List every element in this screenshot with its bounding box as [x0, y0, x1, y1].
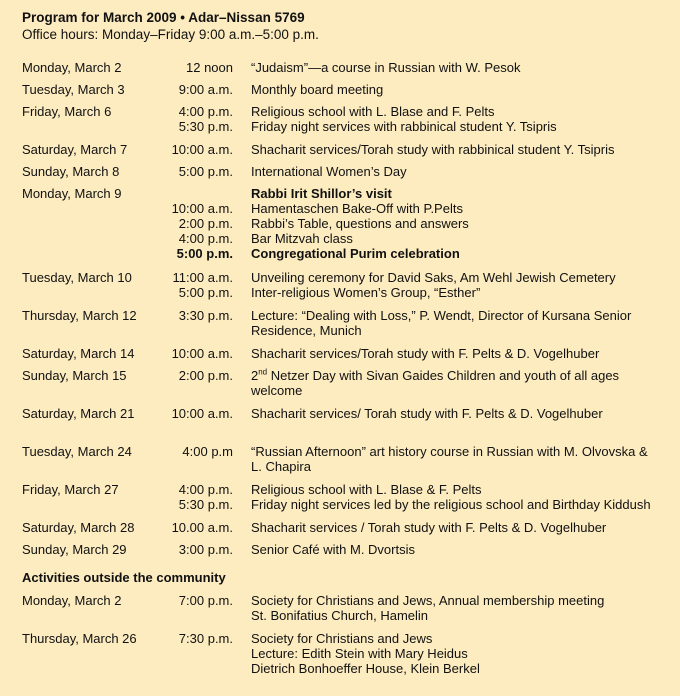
event-description: Religious school with L. Blase & F. Pelts [251, 482, 482, 497]
event-line [0, 186, 680, 201]
event-row [0, 593, 680, 623]
event-row [0, 631, 680, 676]
event-line [0, 346, 680, 361]
event-description: welcome [251, 383, 303, 398]
event-row [0, 142, 680, 157]
event-row [0, 186, 680, 261]
event-description: Friday night services with rabbinical student Y. Tsipris [251, 119, 557, 134]
event-description: Unveiling ceremony for David Saks, Am Wehl Jewish Cemetery [251, 270, 616, 285]
event-time: 5:30 p.m. [178, 119, 233, 134]
event-description: Shacharit services/ Torah study with F. Pelts & D. Vogelhuber [251, 406, 603, 421]
event-line [0, 661, 680, 676]
event-time: 10:00 a.m. [171, 346, 233, 361]
event-description: “Judaism”—a course in Russian with W. Pesok [251, 60, 521, 75]
event-row [0, 482, 680, 512]
event-line [0, 646, 680, 661]
event-time: 5:00 p.m. [178, 164, 233, 179]
event-time: 5:30 p.m. [178, 497, 233, 512]
event-line [0, 482, 680, 497]
event-row [0, 346, 680, 361]
event-time: 3:30 p.m. [178, 308, 233, 323]
event-time: 10.00 a.m. [171, 520, 233, 535]
event-day: Monday, March 2 [22, 593, 122, 608]
event-time: 7:30 p.m. [178, 631, 233, 646]
event-description: Senior Café with M. Dvortsis [251, 542, 415, 557]
event-time: 4:00 p.m [182, 444, 233, 459]
event-line [0, 82, 680, 97]
event-line [0, 542, 680, 557]
event-time: 4:00 p.m. [178, 104, 233, 119]
event-line [0, 246, 680, 261]
event-row [0, 406, 680, 421]
event-line [0, 608, 680, 623]
event-description: Society for Christians and Jews [251, 631, 433, 646]
event-day: Tuesday, March 3 [22, 82, 125, 97]
event-description: Shacharit services/Torah study with rabbinical student Y. Tsipris [251, 142, 615, 157]
event-row [0, 60, 680, 75]
event-time: 3:00 p.m. [178, 542, 233, 557]
ordinal-number: 2 [251, 368, 259, 383]
event-day: Saturday, March 28 [22, 520, 135, 535]
office-hours: Office hours: Monday–Friday 9:00 a.m.–5:00 p.m. [22, 27, 319, 42]
event-time: 10:00 a.m. [171, 142, 233, 157]
event-description: Congregational Purim celebration [251, 246, 460, 261]
event-line [0, 270, 680, 285]
event-row [0, 444, 680, 474]
event-line [0, 459, 680, 474]
event-row [0, 520, 680, 535]
event-description: Friday night services led by the religious school and Birthday Kiddush [251, 497, 651, 512]
event-description: Shacharit services/Torah study with F. Pelts & D. Vogelhuber [251, 346, 600, 361]
event-line [0, 497, 680, 512]
event-day: Monday, March 9 [22, 186, 122, 201]
event-line [0, 308, 680, 323]
event-description: L. Chapira [251, 459, 311, 474]
event-row [0, 368, 680, 398]
event-day: Thursday, March 26 [22, 631, 137, 646]
event-line [0, 164, 680, 179]
event-time: 5:00 p.m. [176, 246, 233, 261]
event-time: 9:00 a.m. [178, 82, 233, 97]
event-day: Sunday, March 15 [22, 368, 127, 383]
event-description: Hamentaschen Bake-Off with P.Pelts [251, 201, 463, 216]
event-description: Society for Christians and Jews, Annual membership meeting [251, 593, 605, 608]
event-time: 10:00 a.m. [171, 201, 233, 216]
event-description: Shacharit services / Torah study with F. Pelts & D. Vogelhuber [251, 520, 607, 535]
event-row [0, 308, 680, 338]
ordinal-suffix: nd [258, 367, 268, 377]
event-description: Bar Mitzvah class [251, 231, 353, 246]
event-day: Saturday, March 14 [22, 346, 135, 361]
outside-activities-heading: Activities outside the community [22, 570, 226, 585]
event-day: Saturday, March 21 [22, 406, 135, 421]
event-description: International Women’s Day [251, 164, 407, 179]
event-time: 10:00 a.m. [171, 406, 233, 421]
event-time: 2:00 p.m. [178, 216, 233, 231]
event-text: Netzer Day with Sivan Gaides Children and youth of all ages [267, 368, 620, 383]
event-line [0, 142, 680, 157]
event-time: 5:00 p.m. [178, 285, 233, 300]
event-row [0, 270, 680, 300]
event-description: Residence, Munich [251, 323, 362, 338]
event-line [0, 231, 680, 246]
event-line [0, 444, 680, 459]
event-time: 4:00 p.m. [178, 482, 233, 497]
event-day: Monday, March 2 [22, 60, 122, 75]
event-day: Tuesday, March 24 [22, 444, 132, 459]
event-time: 4:00 p.m. [178, 231, 233, 246]
event-description: Rabbi’s Table, questions and answers [251, 216, 469, 231]
event-description: Religious school with L. Blase and F. Pelts [251, 104, 495, 119]
event-description: Lecture: “Dealing with Loss,” P. Wendt, Director of Kursana Senior [251, 308, 632, 323]
event-time: 11:00 a.m. [172, 270, 233, 285]
event-line [0, 60, 680, 75]
event-line [0, 119, 680, 134]
event-time: 2:00 p.m. [178, 368, 233, 383]
event-day: Thursday, March 12 [22, 308, 137, 323]
event-line [0, 368, 680, 383]
event-description: Lecture: Edith Stein with Mary Heidus [251, 646, 468, 661]
event-time: 7:00 p.m. [178, 593, 233, 608]
event-line [0, 216, 680, 231]
event-day: Saturday, March 7 [22, 142, 128, 157]
event-day: Friday, March 6 [22, 104, 112, 119]
event-description: Inter-religious Women’s Group, “Esther” [251, 285, 481, 300]
event-description: St. Bonifatius Church, Hamelin [251, 608, 429, 623]
event-line [0, 631, 680, 646]
event-day: Friday, March 27 [22, 482, 119, 497]
event-row [0, 164, 680, 179]
event-day: Tuesday, March 10 [22, 270, 132, 285]
event-day: Sunday, March 29 [22, 542, 127, 557]
event-line [0, 285, 680, 300]
event-description: Dietrich Bonhoeffer House, Klein Berkel [251, 661, 480, 676]
event-description: Monthly board meeting [251, 82, 384, 97]
event-line [0, 520, 680, 535]
event-row [0, 542, 680, 557]
event-line [0, 383, 680, 398]
event-row [0, 82, 680, 97]
event-description [251, 368, 619, 383]
event-line [0, 406, 680, 421]
event-description: Rabbi Irit Shillor’s visit [251, 186, 392, 201]
event-line [0, 104, 680, 119]
event-day: Sunday, March 8 [22, 164, 120, 179]
program-title: Program for March 2009 • Adar–Nissan 5769 [22, 10, 305, 25]
event-description: “Russian Afternoon” art history course in Russian with M. Olvovska & [251, 444, 648, 459]
event-line [0, 201, 680, 216]
event-time: 12 noon [186, 60, 233, 75]
event-row [0, 104, 680, 134]
event-line [0, 593, 680, 608]
event-line [0, 323, 680, 338]
